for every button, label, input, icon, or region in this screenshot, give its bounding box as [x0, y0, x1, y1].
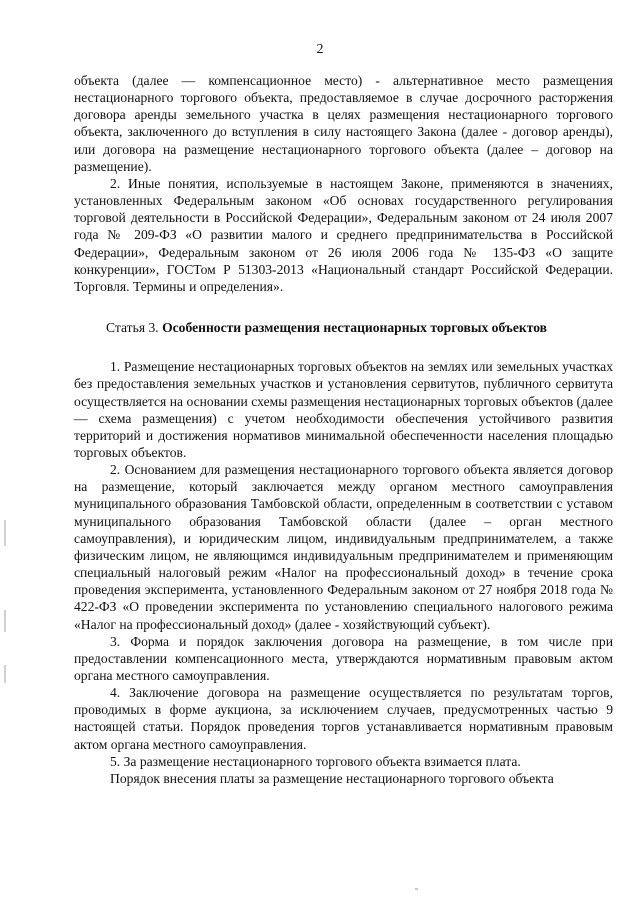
margin-mark: [4, 665, 6, 683]
scan-speck: [415, 888, 418, 890]
article-paragraph-3: 3. Форма и порядок заключения договора на размещение, в том числе при предоставлении компенсационного места, утверждаются нормативным правовым актом органа местного самоуправления.: [74, 633, 613, 683]
article-paragraph-2: 2. Основанием для размещения нестационарного торгового объекта является договор на размещение, который заключается между органом местного самоуправления муниципального образования Тамбовской области, определенным в соответствии с уставом муниципального образования Тамбовской области (далее – орган местного самоуправления), и юридическим лицом, индивидуальным предпринимателем, а также физическим лицом, не являющимся индивидуальным предпринимателем и применяющим специальный налоговый режим «Налог на профессиональный доход» в течение срока проведения эксперимента, установленного Федеральным законом от 27 ноября 2018 года № 422-ФЗ «О проведении эксперимента по установлению специального налогового режима «Налог на профессиональный доход» (далее - хозяйствующий субъект).: [74, 462, 613, 632]
paragraph-other-terms: 2. Иные понятия, используемые в настоящем Законе, применяются в значениях, установленных Федеральным законом «Об основах государственного регулирования торговой деятельности в Российской Федерации», Федеральным законом от 24 июля 2007 года № 209-ФЗ «О развитии малого и среднего предпринимательства в Российской Федерации», Федеральным законом от 26 июля 2006 года № 135-ФЗ «О защите конкуренции», ГОСТом Р 51303-2013 «Национальный стандарт Российской Федерации. Торговля. Термины и определения».: [74, 175, 613, 294]
article-paragraph-1: 1. Размещение нестационарных торговых объектов на землях или земельных участках без предоставления земельных участков и установления сервитутов, публичного сервитута осуществляется на основании схемы размещения нестационарных торговых объектов (далее — схема размещения) с учетом необходимости обеспечения устойчивого развития территорий и достижения нормативов минимальной обеспеченности населения площадью торговых объектов.: [74, 359, 613, 460]
paragraph-definition-continued: объекта (далее — компенсационное место) - альтернативное место размещения нестационарного торгового объекта, предоставляемое в случае досрочного расторжения договора аренды земельного участка в целях размещения нестационарного торгового объекта, заключенного до вступления в силу настоящего Закона (далее - договор аренды), или договора на размещение нестационарного торгового объекта (далее – договор на размещение).: [74, 73, 613, 174]
article-paragraph-6: Порядок внесения платы за размещение нестационарного торгового объекта: [110, 770, 554, 786]
article-number: Статья 3.: [106, 320, 163, 336]
margin-mark: [4, 610, 6, 632]
page-number: 2: [316, 42, 324, 57]
margin-mark: [4, 520, 6, 546]
article-heading: [74, 319, 613, 336]
article-title: Особенности размещения нестационарных торговых объектов: [162, 320, 548, 336]
document-body: [74, 72, 613, 787]
article-paragraph-4: 4. Заключение договора на размещение осуществляется по результатам торгов, проводимых в форме аукциона, за исключением случаев, предусмотренных частью 9 настоящей статьи. Порядок проведения торгов устанавливается нормативным правовым актом органа местного самоуправления.: [74, 685, 613, 752]
article-paragraph-5: 5. За размещение нестационарного торгового объекта взимается плата.: [110, 753, 521, 769]
